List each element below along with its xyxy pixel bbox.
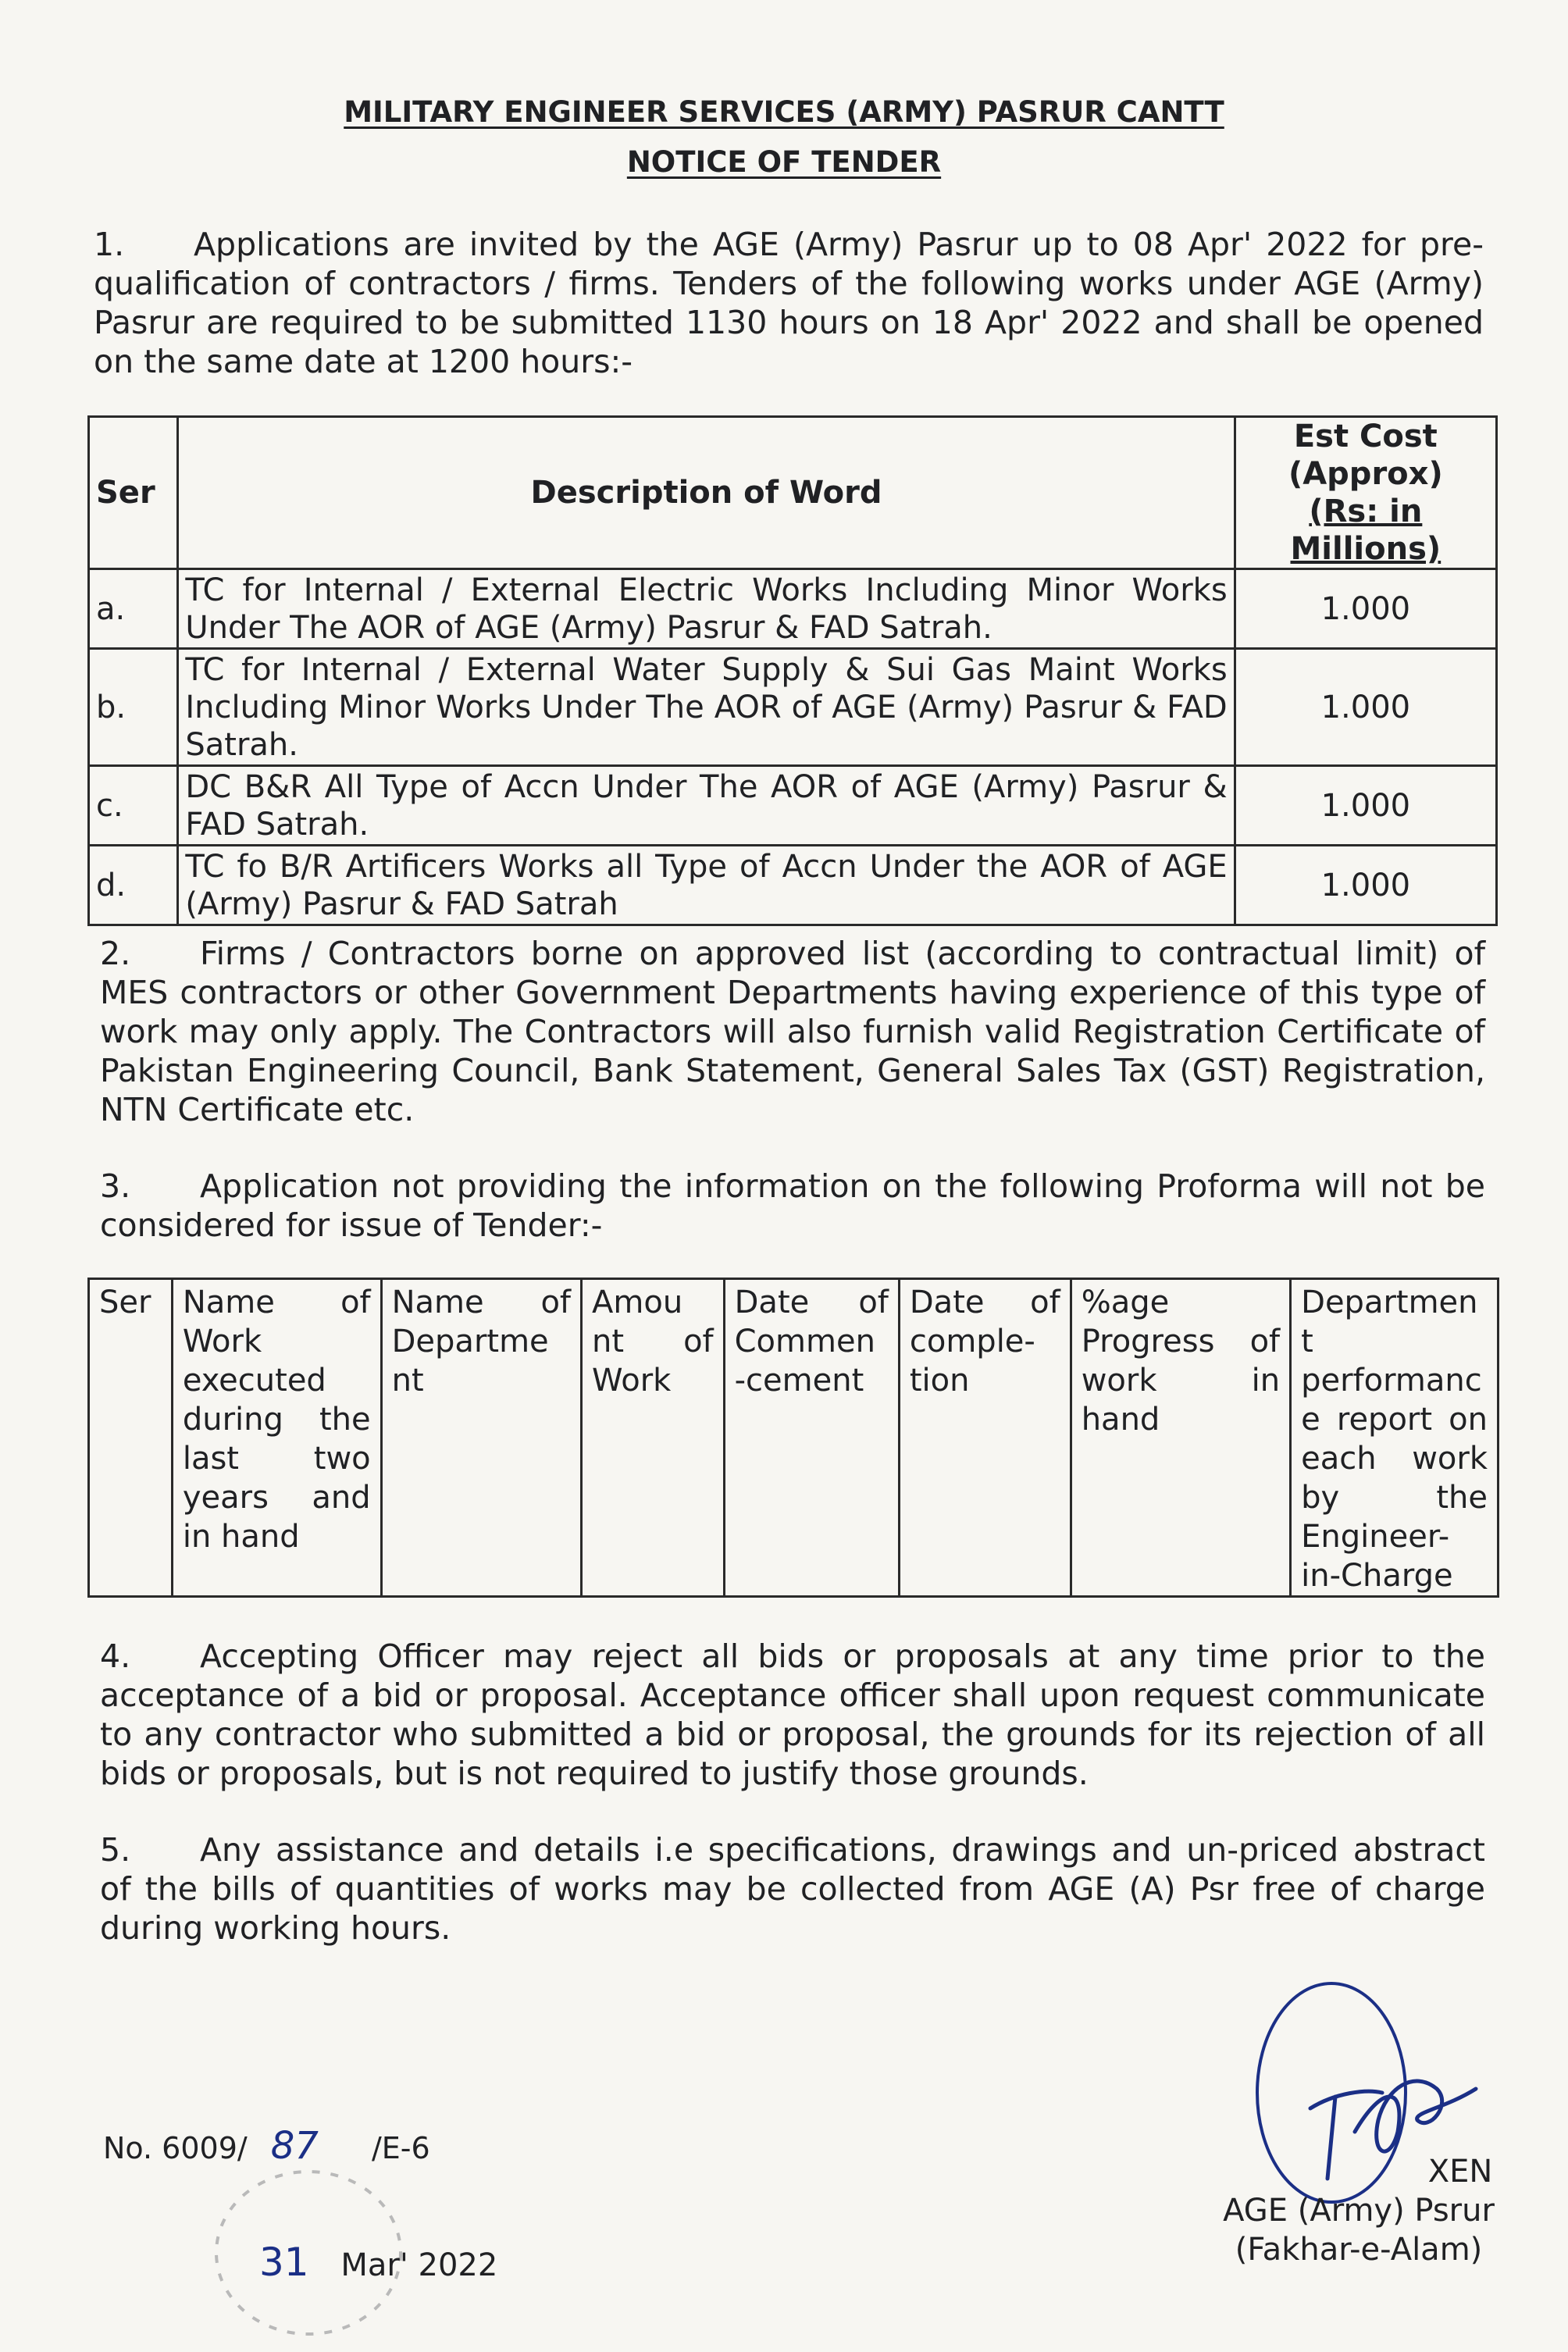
header-ser: Ser: [89, 417, 178, 569]
proforma-header-row: [89, 1279, 1499, 1597]
paragraph-2: [100, 934, 1485, 1129]
works-table-header: [89, 417, 1497, 569]
proforma-table: [87, 1278, 1499, 1598]
signatory-name: (Fakhar-e-Alam): [1235, 2232, 1483, 2268]
row-description: TC for Internal / External Electric Works Including Minor Works Under The AOR of AGE (Army) Pasrur & FAD Satrah.: [178, 569, 1235, 649]
proforma-col-progress: %age Progress of work in hand: [1071, 1279, 1290, 1597]
reference-handwritten-number: 87: [270, 2124, 319, 2168]
proforma-col-ser: Ser: [89, 1279, 173, 1597]
paragraph-5: [100, 1830, 1485, 1948]
row-description: TC for Internal / External Water Supply & Sui Gas Maint Works Including Minor Works Under The AOR of AGE (Army) Pasrur & FAD Satrah.: [178, 649, 1235, 766]
header-cost-line2: (Approx): [1288, 456, 1443, 492]
row-cost: 1.000: [1235, 649, 1496, 766]
notice-title: NOTICE OF TENDER: [626, 145, 942, 179]
paragraph-number: 5.: [100, 1831, 131, 1869]
table-row: [89, 649, 1497, 766]
table-row: [89, 846, 1497, 925]
signatory-designation: XEN: [1427, 2154, 1493, 2190]
proforma-col-department: Name of Departme nt: [381, 1279, 581, 1597]
works-table: [87, 415, 1498, 926]
row-ser: c.: [89, 766, 178, 846]
paragraph-number: 1.: [94, 226, 125, 263]
paragraph-number: 4.: [100, 1637, 131, 1675]
paragraph-number: 3.: [100, 1167, 131, 1205]
row-ser: b.: [89, 649, 178, 766]
paragraph-3: [100, 1167, 1485, 1245]
table-row: [89, 766, 1497, 846]
row-ser: d.: [89, 846, 178, 925]
date-month-year: Mar' 2022: [340, 2247, 498, 2283]
header-description: Description of Word: [178, 417, 1235, 569]
row-description: TC fo B/R Artificers Works all Type of Accn Under the AOR of AGE (Army) Pasrur & FAD Satrah: [178, 846, 1235, 925]
paragraph-text: Accepting Officer may reject all bids or proposals at any time prior to the acceptance of a bid or proposal. Acceptance officer shall upon request communicate to any contractor who submitted a bid or proposal, the grounds for its rejection of all bids or proposals, but is not required to justify those grounds.: [100, 1637, 1485, 1792]
header-cost-line1: Est Cost: [1293, 419, 1438, 454]
proforma-col-completion: Date of comple-tion: [899, 1279, 1071, 1597]
paragraph-text: Applications are invited by the AGE (Army) Pasrur up to 08 Apr' 2022 for pre-qualification of contractors / firms. Tenders of the following works under AGE (Army) Pasrur are required to be submitted 1130 hours on 18 Apr' 2022 and shall be opened on the same date at 1200 hours:-: [94, 226, 1484, 380]
paragraph-1: [94, 225, 1484, 381]
header-est-cost: [1235, 417, 1496, 569]
paragraph-text: Firms / Contractors borne on approved list (according to contractual limit) of MES contractors or other Government Departments having experience of this type of work may only apply. The Contractors will also furnish valid Registration Certificate of Pakistan Engineering Council, Bank Statement, General Sales Tax (GST) Registration, NTN Certificate etc.: [100, 935, 1485, 1128]
paragraph-4: [100, 1637, 1485, 1793]
row-cost: 1.000: [1235, 766, 1496, 846]
header-cost-line3: (Rs: in Millions): [1290, 494, 1441, 567]
row-cost: 1.000: [1235, 846, 1496, 925]
paragraph-number: 2.: [100, 935, 131, 972]
reference-prefix: No. 6009/: [103, 2131, 248, 2165]
row-cost: 1.000: [1235, 569, 1496, 649]
table-row: [89, 569, 1497, 649]
proforma-col-name-of-work: Name of Work executed during the last two years and in hand: [172, 1279, 381, 1597]
office-heading: MILITARY ENGINEER SERVICES (ARMY) PASRUR CANTT: [344, 95, 1224, 129]
row-ser: a.: [89, 569, 178, 649]
proforma-col-performance-report: Departmen t performanc e report on each work by the Engineer-in-Charge: [1291, 1279, 1499, 1597]
paragraph-text: Application not providing the information on the following Proforma will not be considered for issue of Tender:-: [100, 1167, 1485, 1244]
paragraph-text: Any assistance and details i.e specifications, drawings and un-priced abstract of the bills of quantities of works may be collected from AGE (A) Psr free of charge during working hours.: [100, 1831, 1485, 1947]
date-handwritten-day: 31: [259, 2240, 309, 2285]
reference-suffix: /E-6: [371, 2131, 430, 2165]
proforma-col-commencement: Date of Commen -cement: [724, 1279, 899, 1597]
proforma-col-amount: Amou nt of Work: [582, 1279, 725, 1597]
issue-date: [259, 2240, 497, 2285]
signatory-office: AGE (Army) Psrur: [1223, 2193, 1495, 2229]
row-description: DC B&R All Type of Accn Under The AOR of AGE (Army) Pasrur & FAD Satrah.: [178, 766, 1235, 846]
